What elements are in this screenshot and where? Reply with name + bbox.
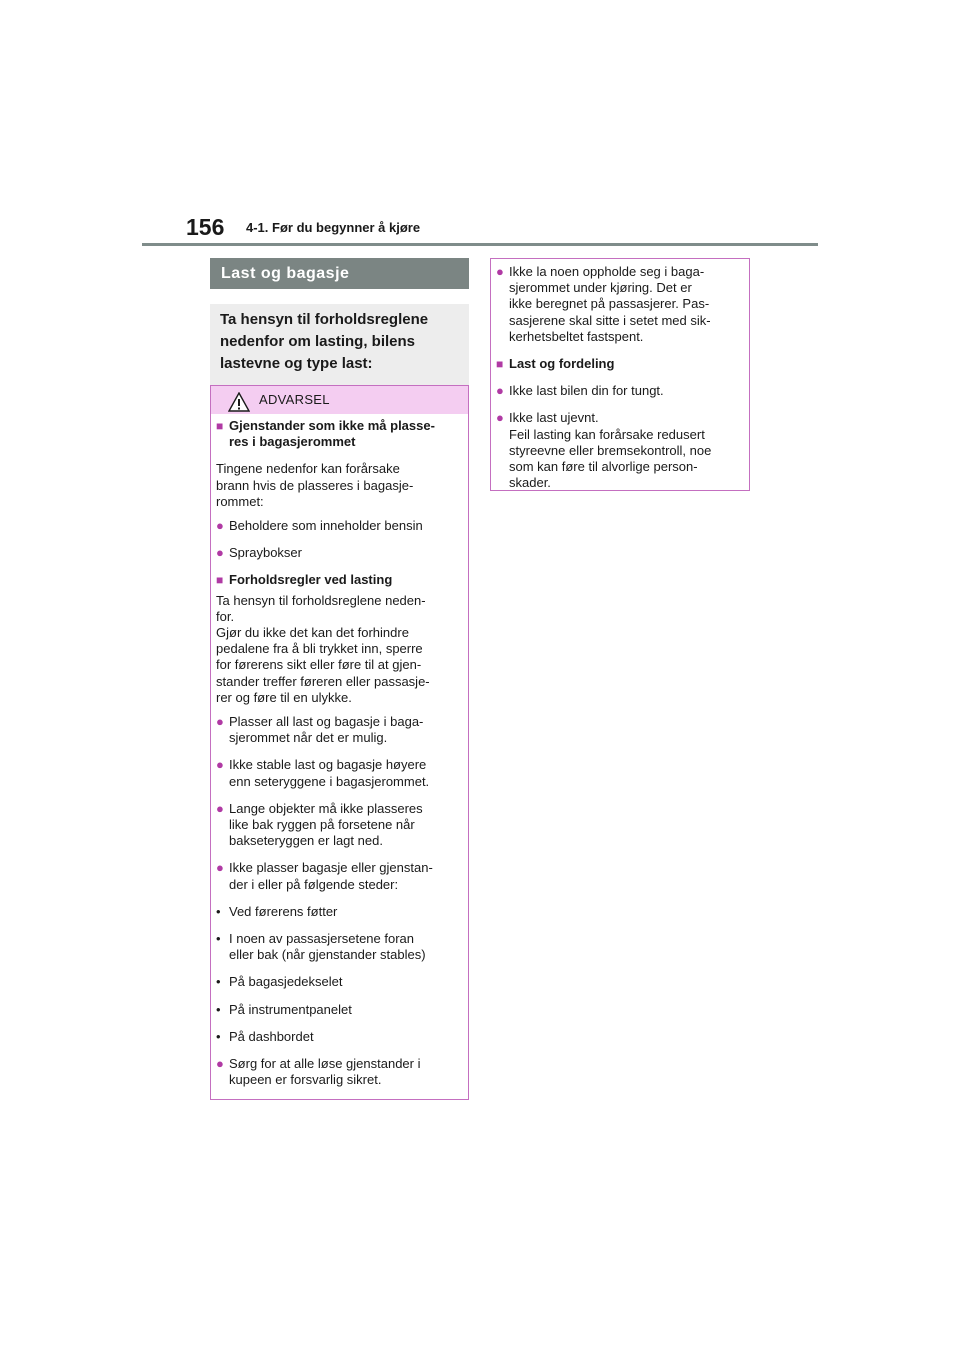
subheading: ■ Gjenstander som ikke må plasse- res i bagasjerommet <box>216 418 435 450</box>
list-item: ● Sørg for at alle løse gjenstander i kupeen er forsvarlig sikret. <box>216 1056 421 1088</box>
circle-bullet-icon: ● <box>216 757 224 773</box>
circle-bullet-icon: ● <box>216 800 224 816</box>
list-item: ● Ikke la noen oppholde seg i baga- sjerommet under kjøring. Det er ikke beregnet på passasjerer. Pas- sasjerene skal sitte i setet med sik- kerhetsbeltet fastspent. <box>496 264 711 344</box>
sub-list-item: • På bagasjedekselet <box>216 974 343 990</box>
circle-bullet-icon: ● <box>216 860 224 876</box>
warning-label: ADVARSEL <box>259 392 330 407</box>
dot-bullet-icon: • <box>216 903 221 919</box>
intro-line: nedenfor om lasting, bilens <box>220 333 416 350</box>
square-bullet-icon: ■ <box>216 419 224 433</box>
subheading: ■ Last og fordeling <box>496 356 615 372</box>
dot-bullet-icon: • <box>216 1028 221 1044</box>
intro-box <box>210 304 469 386</box>
list-item: ● Spraybokser <box>216 545 302 561</box>
warning-header <box>211 386 468 414</box>
list-item: ● Ikke stable last og bagasje høyere enn seteryggene i bagasjerommet. <box>216 757 430 789</box>
list-item: ● Plasser all last og bagasje i baga- sjerommet når det er mulig. <box>216 714 424 746</box>
square-bullet-icon: ■ <box>216 573 224 588</box>
left-column <box>210 258 469 386</box>
list-item: ● Beholdere som inneholder bensin <box>216 518 423 534</box>
subheading: ■ Forholdsregler ved lasting <box>216 572 393 588</box>
square-bullet-icon: ■ <box>496 357 504 372</box>
paragraph: Tingene nedenfor kan forårsake brann hvis de plasseres i bagasje- rommet: <box>216 461 414 509</box>
dot-bullet-icon: • <box>216 931 221 947</box>
circle-bullet-icon: ● <box>496 264 504 279</box>
list-item: ● Ikke plasser bagasje eller gjenstan- der i eller på følgende steder: <box>216 860 433 892</box>
sub-list-item: • I noen av passasjersetene foran eller bak (når gjenstander stables) <box>216 931 426 963</box>
list-item: ● Ikke last bilen din for tungt. <box>496 383 664 399</box>
page-header <box>186 214 826 246</box>
sub-list-item: • Ved førerens føtter <box>216 903 338 919</box>
header-divider <box>142 243 818 246</box>
circle-bullet-icon: ● <box>216 545 224 561</box>
warning-triangle-icon <box>228 392 250 412</box>
section-title: 4-1. Før du begynner å kjøre <box>246 220 421 235</box>
sub-list-item: • På instrumentpanelet <box>216 1001 352 1017</box>
circle-bullet-icon: ● <box>216 714 224 730</box>
dot-bullet-icon: • <box>216 974 221 990</box>
intro-line: lastevne og type last: <box>220 355 373 372</box>
list-item: ● Lange objekter må ikke plasseres like bak ryggen på forsetene når bakseteryggen er lagt ned. <box>216 800 423 849</box>
page-title: Last og bagasje <box>210 258 469 289</box>
warning-content <box>211 414 468 1089</box>
warning-box-left <box>210 385 469 1100</box>
circle-bullet-icon: ● <box>216 518 224 534</box>
warning-content <box>491 259 749 491</box>
circle-bullet-icon: ● <box>496 410 504 426</box>
circle-bullet-icon: ● <box>216 1056 224 1072</box>
warning-box-right <box>490 258 750 491</box>
list-item: ● Ikke last ujevnt. Feil lasting kan forårsake redusert styreevne eller bremsekontroll, noe som kan føre til alvorlige person- skader. <box>496 410 712 491</box>
sub-list-item: • På dashbordet <box>216 1028 314 1044</box>
paragraph: Ta hensyn til forholdsreglene neden- for. Gjør du ikke det kan det forhindre pedalene fra å bli trykket inn, sperre for førerens sikt eller føre til at gjen- stander treffer føreren eller passasje- rer og føre til en ulykke. <box>216 592 430 705</box>
circle-bullet-icon: ● <box>496 383 504 399</box>
page-number: 156 <box>186 214 225 240</box>
dot-bullet-icon: • <box>216 1001 221 1017</box>
intro-line: Ta hensyn til forholdsreglene <box>220 311 429 328</box>
